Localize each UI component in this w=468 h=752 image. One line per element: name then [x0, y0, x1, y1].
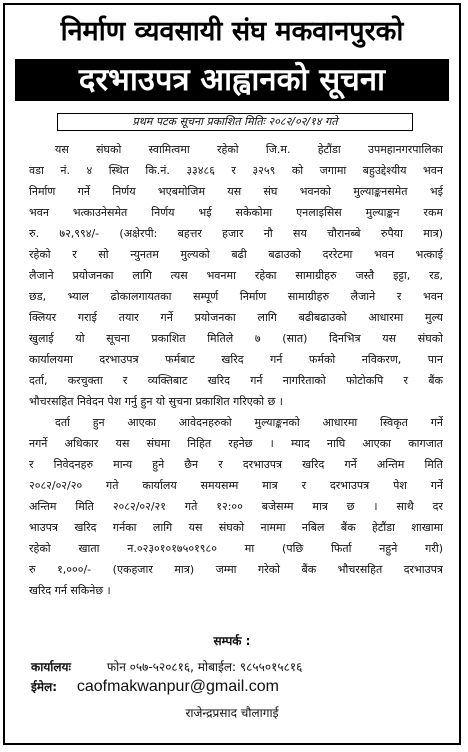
email-contact: [31, 678, 279, 696]
notice-body: [29, 139, 443, 601]
body-line: लैजाने प्रयोजनका लागि त्यस भवनमा रहेका सामाग्रीहरु जस्तै इट्टा, रड,: [29, 269, 443, 282]
email-label: ईमेल:: [31, 680, 58, 694]
org-name: निर्माण व्यवसायी संघ मकवानपुरको: [60, 16, 404, 47]
body-line: खुलाई यो सूचना प्रकाशित मितिले ७ (सात) दिनभित्र यस संघको: [29, 332, 443, 345]
body-line: निर्माण गर्ने निर्णय भएबमोजिम यस संघ भवनको मुल्याङ्कनसमेत भई: [29, 185, 443, 198]
body-line: अन्तिम मिति २०८२/०२/२१ गते १२:०० बजेसम्म मात्र छ । साथै दर: [29, 500, 443, 513]
body-line: २०८२/०२/२० गते कार्यालय समयसम्म मात्र र दरभाउपत्र पेश गर्ने: [29, 479, 443, 492]
body-line: नगर्ने अधिकार यस संघमा निहित रहनेछ । म्याद नाघि आएका कागजात: [29, 437, 443, 450]
body-line: रहेको खाता न.०२३०१०१७५०१९८० मा (पछि फिर्ता नहुने गरी): [29, 542, 443, 555]
body-line: दर्ता हुन आएका आवेदनहरुको मुल्याङ्कनको आधारमा स्विकृत गर्ने: [55, 416, 443, 429]
notice-title: दरभाउपत्र आह्वानको सूचना: [15, 59, 449, 101]
body-line: रहेको र सो न्युनतम मुल्यको बढी बढाउको दररेटमा भवन भत्काई: [29, 248, 443, 261]
body-line: भवन भत्काउनेसमेत निर्णय भई सकेकोमा एनलाइसिस मुल्याङ्कन रकम: [29, 206, 443, 219]
office-contact: [31, 658, 302, 675]
body-line: यस संघको स्वामित्वमा रहेको जि.म. हेटौंडा उपमहानगरपालिका: [55, 143, 443, 156]
body-line: र निवेदनहरु मान्य हुने छैन र दरभाउपत्र खरिद गर्ने अन्तिम मिति: [29, 458, 443, 471]
office-phone: फोन ०५७-५२०८१६, मोबाईल: ९८५५०१५८१६: [106, 660, 303, 674]
body-line: रु १,०००/- (एकहजार मात्र) जम्मा गरेको बैंक भौचरसहित दरभाउपत्र: [29, 563, 443, 576]
contact-heading: सम्पर्क :: [213, 634, 251, 648]
body-line: भौचरसहित निवेदन पेश गर्नु हुन यो सुचना प्रकाशित गरिएको छ ।: [29, 395, 283, 408]
body-line: वडा नं. ४ स्थित कि.नं. ३३४८६ र ३२५९ को जगामा बहुउद्देश्यीय भवन: [29, 164, 443, 177]
tender-notice: [3, 3, 461, 745]
body-line: भाउपत्र खरिद गर्नका लागि यस संघको नाममा नबिल बैंक हेटौंडा शाखामा: [29, 521, 443, 534]
body-line: रु. ७२,९९४/- (अक्षेरपी: बहत्तर हजार नौ सय चौरानब्बे रुपैया मात्र): [29, 227, 443, 240]
office-label: कार्यालयः: [31, 660, 71, 674]
body-line: दर्ता, करचुक्ता र व्यक्तिबाट खरिद गर्न नागरिताको फोटोकपि र बैंक: [29, 374, 443, 387]
email-address[interactable]: caofmakwanpur@gmail.com: [76, 678, 279, 695]
body-line: खरिद गर्न सकिनेछ ।: [29, 584, 111, 597]
body-line: छड, भ्याल ढोकालगायतका सम्पूर्ण निर्माण सामाग्रीहरु लैजाने र भवन: [29, 290, 443, 303]
first-publication-date: प्रथम पटक सूचना प्रकाशित मितिः २०८२/०२/१४ गते: [57, 113, 413, 131]
body-line: कार्यालयमा दरभाउपत्र फर्मबाट खरिद गर्न फर्मको नविकरण, पान: [29, 353, 443, 366]
signatory-name: राजेन्द्रप्रसाद चौलागाई: [185, 706, 279, 720]
body-line: क्लियर गराई तयार गर्ने प्रयोजनका लागि बढीबढाउको आधारमा मुल्य: [29, 311, 443, 324]
